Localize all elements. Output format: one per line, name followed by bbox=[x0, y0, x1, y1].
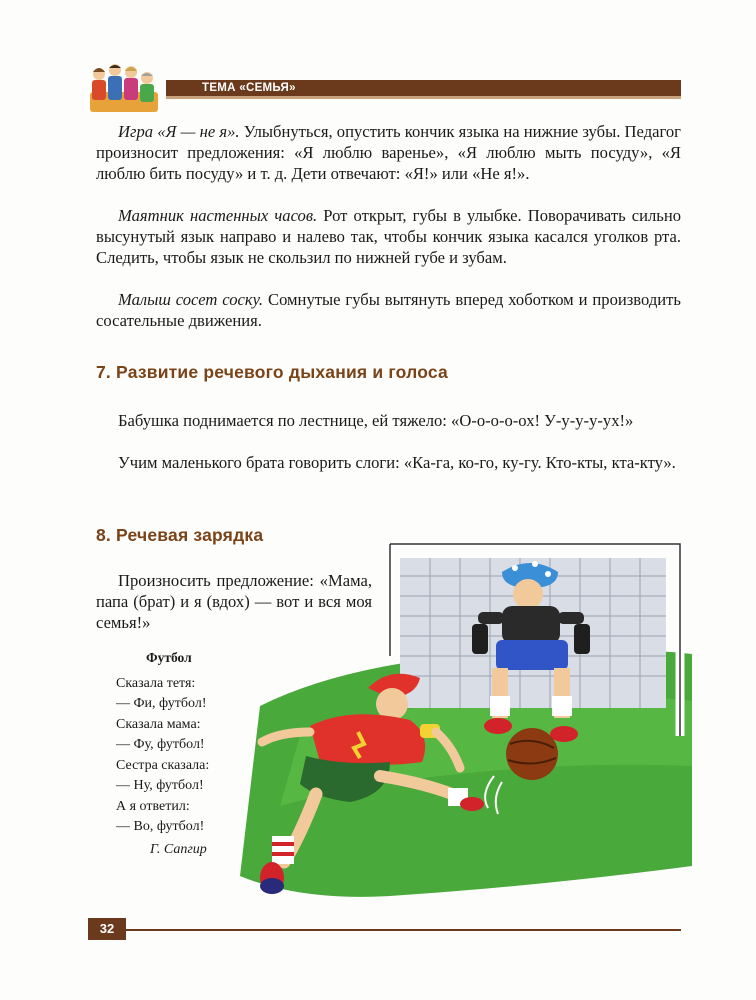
header-bar-shade bbox=[166, 96, 681, 99]
poem-line: А я ответил: bbox=[116, 798, 190, 814]
exercise-lead: Игра «Я — не я». bbox=[118, 122, 240, 141]
poem-line: Сказала тетя: bbox=[116, 675, 196, 691]
section-8-title: 8. Речевая зарядка bbox=[96, 525, 264, 545]
poem-line: Сказала мама: bbox=[116, 716, 201, 732]
poem-line: — Ну, футбол! bbox=[116, 778, 204, 793]
header-title: ТЕМА «СЕМЬЯ» bbox=[202, 82, 296, 94]
section-7-title: 7. Развитие речевого дыхания и голоса bbox=[96, 362, 448, 382]
poem-title: Футбол bbox=[146, 650, 192, 665]
exercise-text: Улыбнуться, опустить кончик языка на нижние зубы. Педагог произносит предложения: «Я люблю варенье», «Я люблю мыть посуду», «Я люблю бить посуду» и т. д. Дети отвечают: «Я!» или «Не я!». bbox=[96, 122, 681, 183]
section-7-paragraph: Бабушка поднимается по лестнице, ей тяжело: «О-о-о-о-ох! У-у-у-у-ух!» bbox=[118, 411, 634, 430]
poem-line: — Фи, футбол! bbox=[116, 696, 207, 711]
section-7-paragraph: Учим маленького брата говорить слоги: «Ка-га, ко-го, ку-гу. Кто-кты, кта-кту». bbox=[118, 453, 676, 472]
page-number: 32 bbox=[99, 921, 115, 936]
exercise-paragraph bbox=[96, 205, 681, 268]
footer-line bbox=[126, 929, 681, 931]
football-illustration bbox=[240, 536, 692, 916]
exercise-lead: Маятник настенных часов. bbox=[118, 206, 318, 225]
exercise-paragraph bbox=[96, 289, 681, 331]
poem-line: — Во, футбол! bbox=[116, 819, 205, 834]
exercise-lead: Малыш сосет соску. bbox=[118, 290, 264, 309]
poem-line: — Фу, футбол! bbox=[116, 737, 205, 752]
section-8-paragraph: Произносить предложение: «Мама, папа (брат) и я (вдох) — вот и вся моя семья!» bbox=[96, 571, 372, 632]
family-icon bbox=[88, 62, 160, 114]
exercise-text: Сомнутые губы вытянуть вперед хоботком и производить сосательные движения. bbox=[96, 290, 681, 330]
exercise-paragraph bbox=[96, 121, 681, 184]
poem-author: Г. Сапгир bbox=[150, 841, 207, 857]
exercise-text: Рот открыт, губы в улыбке. Поворачивать сильно высунутый язык направо и налево так, чтобы кончик языка касался уголков рта. Следить, чтобы язык не скользил по нижней губе и зубам. bbox=[96, 206, 681, 267]
poem-line: Сестра сказала: bbox=[116, 757, 210, 773]
